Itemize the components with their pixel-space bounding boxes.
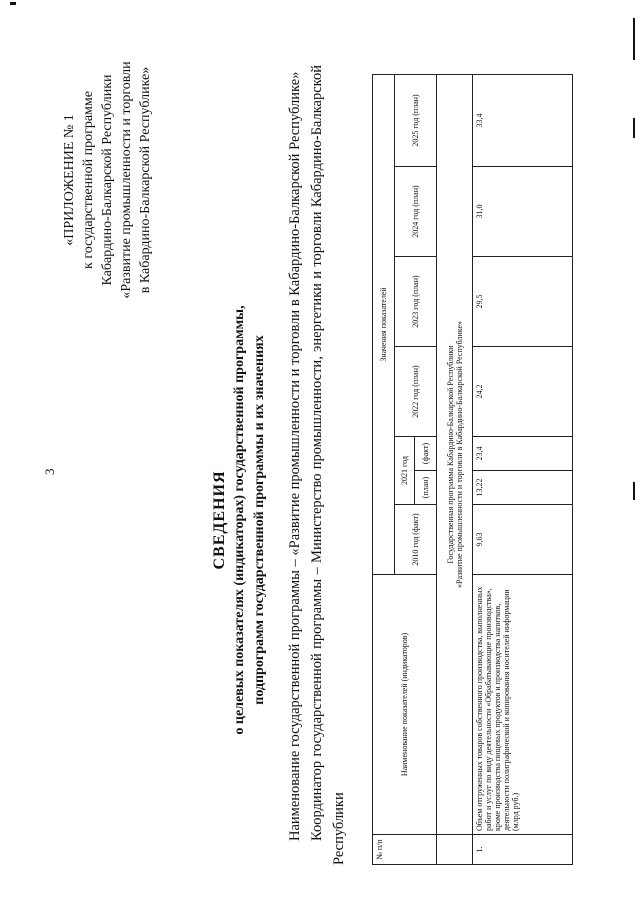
program-meta bbox=[284, 65, 350, 865]
row-2010: 9,63 bbox=[473, 505, 573, 575]
section-line-1: Государственная программа Кабардино-Балкарской Республики bbox=[445, 345, 455, 564]
header-2023: 2023 год (план) bbox=[395, 257, 437, 347]
header-2024: 2024 год (план) bbox=[395, 167, 437, 257]
appendix-line-2: к государственной программе bbox=[81, 91, 96, 269]
indicators-table bbox=[372, 74, 573, 865]
row-2025: 33,4 bbox=[473, 74, 573, 166]
header-num: № п/п bbox=[373, 835, 437, 865]
document-title bbox=[210, 260, 270, 780]
header-2021-plan: (план) bbox=[415, 471, 437, 505]
title-line-1: СВЕДЕНИЯ bbox=[211, 470, 228, 570]
row-2021-plan: 13,22 bbox=[473, 471, 573, 505]
title-line-3: подпрограмм государственной программы и их значениях bbox=[252, 335, 267, 705]
title-line-2: о целевых показателях (индикаторах) государственной программы, bbox=[232, 305, 247, 735]
row-2023: 29,5 bbox=[473, 257, 573, 347]
row-2022: 24,2 bbox=[473, 347, 573, 437]
scan-mark-3 bbox=[633, 482, 635, 500]
section-row bbox=[437, 74, 473, 834]
appendix-line-5: в Кабардино-Балкарской Республике» bbox=[138, 66, 153, 294]
row-name: Объем отгруженных товаров собственного производства, выполненных работ и услуг по виду деятельности «Обрабатывающие производства», кроме производства пищевых продуктов и производства напитков, деятельности полиграфической и копирования носителей информации (млрд руб.) bbox=[473, 575, 573, 835]
appendix-line-1: «ПРИЛОЖЕНИЕ № 1 bbox=[62, 114, 77, 246]
section-empty-cell bbox=[437, 835, 473, 865]
header-2022: 2022 год (план) bbox=[395, 347, 437, 437]
program-coordinator-line: Координатор государственной программы – Министерство промышленности, энергетики и торговли Кабардино-Балкарской Республики bbox=[309, 65, 347, 865]
header-2021: 2021 год bbox=[395, 437, 415, 505]
scan-mark-4 bbox=[10, 2, 16, 5]
page-number: 3 bbox=[42, 468, 57, 475]
header-name: Наименование показателей (индикаторов) bbox=[373, 575, 437, 835]
appendix-block bbox=[60, 15, 155, 345]
row-2021-fact: 23,4 bbox=[473, 437, 573, 471]
appendix-line-3: Кабардино-Балкарской Республики bbox=[100, 74, 115, 286]
scan-mark-2 bbox=[633, 118, 635, 138]
header-2025: 2025 год (план) bbox=[395, 74, 437, 166]
header-2010: 2010 год (факт) bbox=[395, 505, 437, 575]
header-2021-fact: (факт) bbox=[415, 437, 437, 471]
section-line-2: «Развитие промышленности и торговли в Кабардино-Балкарской Республике» bbox=[454, 320, 464, 588]
table-row bbox=[473, 74, 573, 864]
header-values: Значения показателей bbox=[373, 74, 395, 574]
row-2024: 31,0 bbox=[473, 167, 573, 257]
row-num: 1. bbox=[473, 835, 573, 865]
scan-mark-1 bbox=[633, 18, 635, 60]
appendix-line-4: «Развитие промышленности и торговли bbox=[119, 61, 134, 299]
program-name-line: Наименование государственной программы – «Развитие промышленности и торговли в Кабардино-Балкарской Республике» bbox=[287, 71, 303, 841]
